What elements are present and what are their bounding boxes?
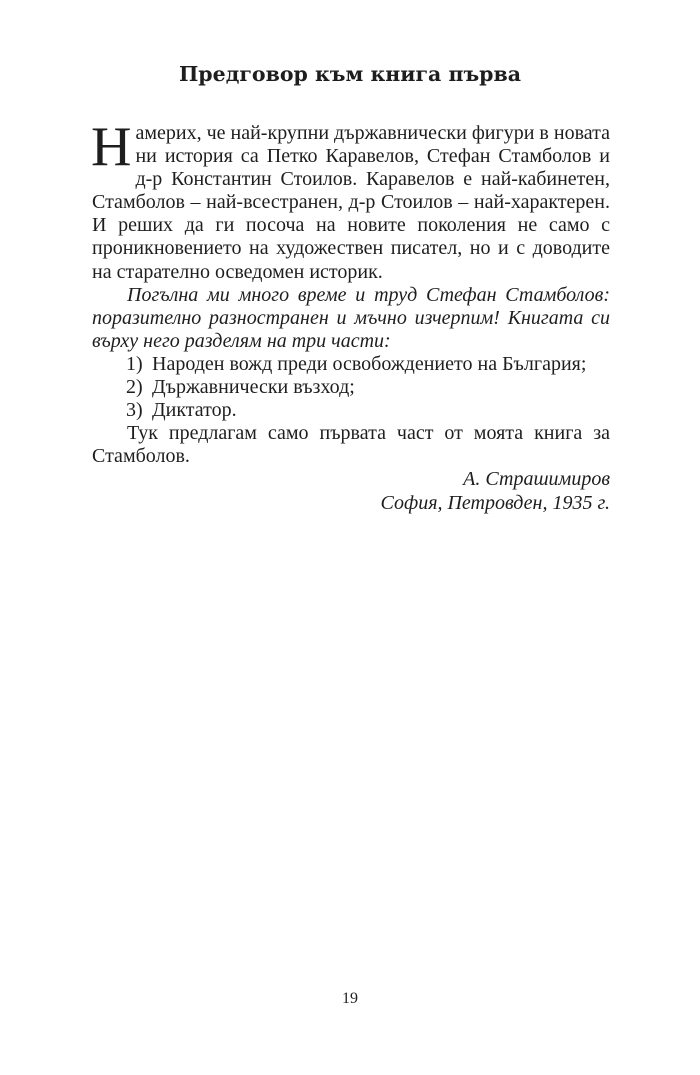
list-item [92,399,610,422]
page-title: Предговор към книга първа [178,62,522,86]
list-number: 3) [126,399,143,422]
drop-cap-letter: Н [91,116,132,178]
signature-place-date: София, Петровден, 1935 г. [380,491,610,514]
list-text: Държавнически възход; [152,376,355,399]
list-number: 1) [126,352,143,375]
list-item [92,376,610,399]
signature-author: А. Страшимиров [463,468,610,491]
list-text: Диктатор. [152,399,237,422]
preface-body [91,116,610,515]
list-item [92,353,610,376]
list-number: 2) [126,376,143,399]
page-number: 19 [342,990,358,1007]
list-text: Народен вожд преди освобождението на България; [152,352,587,375]
opening-paragraph-text: америх, че най-крупни държавнически фигури в новата ни история са Петко Каравелов, Стефан Стамболов и д-р Константин Стоилов. Каравелов е най-кабинетен, Стамболов – най-всестранен, д-р Стоилов – най-характерен. И реших да ги посоча на новите поколения не само с проникновението на художествен писател, но и с доводите на старателно осведомен историк. [92,122,610,283]
italic-paragraph: Погълна ми много време и труд Стефан Стамболов: поразително разностранен и мъчно изчерпим! Книгата си върху него разделям на три части: [92,283,610,352]
opening-paragraph [91,116,610,284]
closing-paragraph: Тук предлагам само първата част от моята книга за Стамболов. [92,422,610,468]
